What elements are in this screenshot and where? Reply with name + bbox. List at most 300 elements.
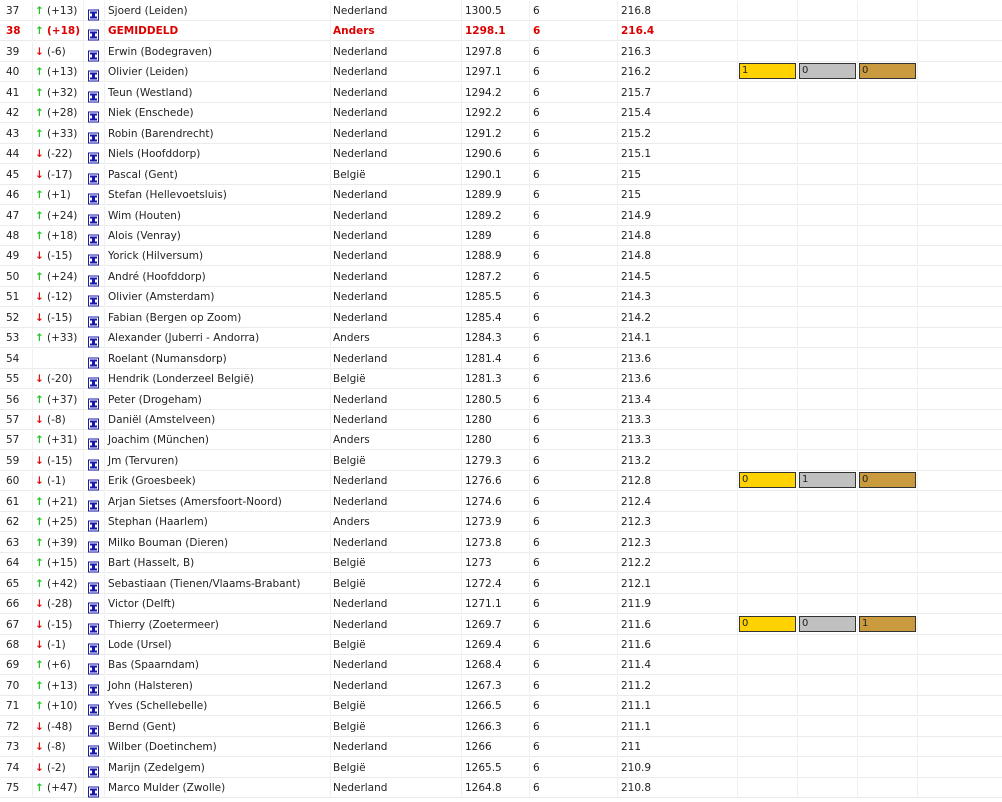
column-divider (917, 471, 918, 491)
column-divider (83, 574, 84, 594)
country-cell: Nederland (333, 5, 388, 17)
player-name[interactable]: Niek (Enschede) (108, 107, 194, 120)
table-row (0, 369, 1002, 389)
rating-cell: 1287.2 (465, 270, 502, 283)
score-cell: 211.1 (621, 720, 652, 733)
column-divider (32, 1, 33, 21)
column-divider (529, 206, 530, 226)
rank-cell: 57 (6, 414, 20, 426)
rank-cell: 72 (6, 720, 20, 733)
column-divider (617, 349, 618, 369)
column-divider (330, 308, 331, 328)
column-divider (83, 410, 84, 430)
column-divider (330, 42, 331, 62)
down-arrow-icon: ↓ (35, 414, 44, 426)
column-divider (330, 21, 331, 41)
column-divider (737, 246, 738, 266)
column-divider (461, 308, 462, 328)
rank-change (35, 574, 77, 594)
column-divider (617, 21, 618, 41)
column-divider (32, 778, 33, 798)
column-divider (737, 226, 738, 246)
player-name[interactable]: André (Hoofddorp) (108, 270, 206, 283)
column-divider (857, 717, 858, 737)
player-name[interactable]: Teun (Westland) (108, 86, 193, 99)
column-divider (83, 103, 84, 123)
column-divider (737, 471, 738, 491)
column-divider (330, 83, 331, 103)
rating-cell: 1266.5 (465, 700, 502, 713)
score-cell: 214.5 (621, 270, 652, 283)
rating-cell: 1297.1 (465, 66, 502, 79)
rank-change-value: (-22) (47, 148, 73, 161)
player-name[interactable]: Lode (Ursel) (108, 638, 172, 651)
score-cell: 212.3 (621, 536, 652, 549)
rank-cell: 57 (6, 434, 20, 447)
player-name[interactable]: Hendrik (Londerzeel België) (108, 373, 255, 386)
column-divider (737, 103, 738, 123)
rank-change-value: (+10) (47, 700, 78, 713)
rank-cell: 49 (6, 250, 20, 263)
rank-change-value: (+24) (47, 209, 78, 222)
column-divider (104, 553, 105, 573)
player-name[interactable]: Erik (Groesbeek) (108, 475, 196, 488)
column-divider (617, 308, 618, 328)
column-divider (617, 615, 618, 635)
up-arrow-icon: ↑ (35, 332, 44, 345)
rank-change (35, 1, 77, 21)
column-divider (32, 62, 33, 82)
score-cell: 216.8 (621, 5, 652, 17)
down-arrow-icon: ↓ (35, 373, 44, 386)
player-name[interactable]: Stefan (Hellevoetsluis) (108, 189, 227, 202)
player-name[interactable]: Sjoerd (Leiden) (108, 5, 188, 17)
rank-change-value: (-15) (47, 618, 73, 631)
column-divider (617, 696, 618, 716)
player-name[interactable]: Victor (Delft) (108, 598, 176, 611)
rank-change (35, 369, 72, 389)
country-cell: België (333, 373, 366, 386)
player-name[interactable]: Alois (Venray) (108, 229, 181, 242)
column-divider (617, 737, 618, 757)
column-divider (917, 83, 918, 103)
column-divider (917, 594, 918, 614)
column-divider (461, 21, 462, 41)
up-arrow-icon: ↑ (35, 270, 44, 283)
column-divider (32, 246, 33, 266)
column-divider (461, 410, 462, 430)
column-divider (83, 185, 84, 205)
table-row (0, 287, 1002, 307)
column-divider (737, 369, 738, 389)
column-divider (737, 206, 738, 226)
rank-change-value: (-15) (47, 250, 73, 263)
column-divider (737, 594, 738, 614)
score-cell: 216.4 (621, 25, 655, 38)
column-divider (32, 655, 33, 675)
column-divider (461, 144, 462, 164)
column-divider (737, 451, 738, 471)
rank-change-value: (-8) (47, 741, 66, 754)
column-divider (737, 62, 738, 82)
table-row (0, 696, 1002, 716)
rank-change-value: (-15) (47, 311, 73, 324)
rank-cell: 43 (6, 127, 20, 140)
column-divider (917, 574, 918, 594)
column-divider (857, 124, 858, 144)
column-divider (617, 226, 618, 246)
column-divider (797, 165, 798, 185)
rank-change-value: (+1) (47, 189, 71, 202)
column-divider (797, 512, 798, 532)
column-divider (529, 369, 530, 389)
column-divider (529, 144, 530, 164)
column-divider (857, 246, 858, 266)
country-cell: Nederland (333, 209, 388, 222)
player-name[interactable]: Bas (Spaarndam) (108, 659, 199, 672)
games-cell: 6 (533, 127, 540, 140)
column-divider (917, 206, 918, 226)
column-divider (330, 206, 331, 226)
rank-cell: 74 (6, 761, 20, 774)
column-divider (32, 369, 33, 389)
player-name[interactable]: Peter (Drogeham) (108, 393, 202, 406)
column-divider (461, 1, 462, 21)
column-divider (104, 103, 105, 123)
player-name[interactable]: Pascal (Gent) (108, 168, 178, 181)
rank-change (35, 778, 77, 798)
column-divider (617, 533, 618, 553)
column-divider (83, 349, 84, 369)
column-divider (529, 492, 530, 512)
column-divider (461, 553, 462, 573)
games-cell: 6 (533, 720, 540, 733)
rank-change-value: (+13) (47, 66, 78, 79)
column-divider (857, 696, 858, 716)
player-name[interactable]: Fabian (Bergen op Zoom) (108, 311, 242, 324)
column-divider (737, 42, 738, 62)
rank-cell: 62 (6, 516, 20, 529)
down-arrow-icon: ↓ (35, 311, 44, 324)
country-cell: Nederland (333, 311, 388, 324)
player-name[interactable]: Marco Mulder (Zwolle) (108, 782, 226, 795)
country-cell: Nederland (333, 66, 388, 79)
column-divider (797, 717, 798, 737)
column-divider (617, 369, 618, 389)
player-name[interactable]: Thierry (Zoetermeer) (108, 618, 219, 631)
up-arrow-icon: ↑ (35, 229, 44, 242)
column-divider (857, 328, 858, 348)
rank-change (35, 83, 77, 103)
player-name[interactable]: John (Halsteren) (108, 679, 193, 692)
column-divider (529, 574, 530, 594)
column-divider (737, 758, 738, 778)
rank-change (35, 717, 72, 737)
country-cell: Nederland (333, 741, 388, 754)
rating-cell: 1280 (465, 414, 492, 426)
column-divider (104, 717, 105, 737)
table-row (0, 144, 1002, 164)
rank-change-value: (+25) (47, 516, 78, 529)
column-divider (83, 635, 84, 655)
column-divider (917, 737, 918, 757)
player-name[interactable]: Milko Bouman (Dieren) (108, 536, 229, 549)
column-divider (461, 737, 462, 757)
column-divider (917, 308, 918, 328)
column-divider (330, 390, 331, 410)
down-arrow-icon: ↓ (35, 148, 44, 161)
down-arrow-icon: ↓ (35, 720, 44, 733)
column-divider (330, 246, 331, 266)
rank-cell: 48 (6, 229, 20, 242)
player-name[interactable]: Daniël (Amstelveen) (108, 414, 216, 426)
games-cell: 6 (533, 782, 540, 795)
column-divider (917, 287, 918, 307)
country-cell: Nederland (333, 107, 388, 120)
medal-silver-count: 1 (799, 472, 856, 488)
column-divider (857, 430, 858, 450)
column-divider (529, 287, 530, 307)
column-divider (737, 655, 738, 675)
column-divider (917, 390, 918, 410)
score-cell: 212.3 (621, 516, 652, 529)
player-name[interactable]: Alexander (Juberri - Andorra) (108, 332, 260, 345)
rank-cell: 60 (6, 475, 20, 488)
column-divider (32, 512, 33, 532)
column-divider (461, 574, 462, 594)
player-name[interactable]: Yves (Schellebelle) (108, 700, 208, 713)
player-name[interactable]: Wim (Houten) (108, 209, 182, 222)
column-divider (617, 594, 618, 614)
column-divider (461, 62, 462, 82)
rank-change (35, 165, 72, 185)
rank-change (35, 62, 77, 82)
column-divider (857, 185, 858, 205)
column-divider (617, 206, 618, 226)
player-name[interactable]: Arjan Sietses (Amersfoort-Noord) (108, 495, 282, 508)
up-arrow-icon: ↑ (35, 393, 44, 406)
medal-gold-count: 1 (739, 63, 796, 79)
games-cell: 6 (533, 475, 540, 488)
column-divider (32, 574, 33, 594)
rank-change-value: (+13) (47, 5, 78, 17)
table-row (0, 717, 1002, 737)
score-cell: 212.1 (621, 577, 652, 590)
column-divider (917, 451, 918, 471)
player-name[interactable]: Roelant (Numansdorp) (108, 352, 227, 365)
column-divider (797, 103, 798, 123)
down-arrow-icon: ↓ (35, 741, 44, 754)
rating-cell: 1280 (465, 434, 492, 447)
column-divider (617, 655, 618, 675)
score-cell: 214.8 (621, 229, 652, 242)
column-divider (529, 451, 530, 471)
column-divider (529, 696, 530, 716)
column-divider (617, 83, 618, 103)
rank-cell: 50 (6, 270, 20, 283)
games-cell: 6 (533, 25, 541, 38)
score-cell: 211.4 (621, 659, 652, 672)
country-cell: Anders (333, 516, 370, 529)
player-name[interactable]: Olivier (Amsterdam) (108, 291, 215, 304)
rank-change (35, 635, 66, 655)
rank-change (35, 226, 77, 246)
games-cell: 6 (533, 434, 540, 447)
games-cell: 6 (533, 66, 540, 79)
column-divider (737, 349, 738, 369)
table-row (0, 1, 1002, 21)
rank-change-value: (+31) (47, 434, 78, 447)
column-divider (461, 758, 462, 778)
rank-cell: 75 (6, 782, 20, 795)
score-cell: 211.2 (621, 679, 652, 692)
games-cell: 6 (533, 107, 540, 120)
rank-change (35, 185, 71, 205)
country-cell: Nederland (333, 618, 388, 631)
rank-change (35, 676, 77, 696)
table-row (0, 42, 1002, 62)
rating-cell: 1290.1 (465, 168, 502, 181)
rank-change (35, 533, 77, 553)
column-divider (330, 676, 331, 696)
rank-cell: 69 (6, 659, 20, 672)
rating-cell: 1289.2 (465, 209, 502, 222)
rank-change-value: (+39) (47, 536, 78, 549)
score-cell: 214.2 (621, 311, 652, 324)
player-name[interactable]: Sebastiaan (Tienen/Vlaams-Brabant) (108, 577, 301, 590)
player-name[interactable]: Bernd (Gent) (108, 720, 177, 733)
column-divider (529, 21, 530, 41)
player-flag-icon[interactable] (88, 782, 99, 802)
player-name[interactable]: Stephan (Haarlem) (108, 516, 208, 529)
rank-change (35, 390, 77, 410)
country-cell: België (333, 577, 366, 590)
column-divider (461, 471, 462, 491)
player-name[interactable]: Jm (Tervuren) (108, 454, 179, 467)
table-row (0, 124, 1002, 144)
country-cell: Nederland (333, 250, 388, 263)
rating-cell: 1291.2 (465, 127, 502, 140)
column-divider (32, 492, 33, 512)
rating-cell: 1272.4 (465, 577, 502, 590)
column-divider (737, 533, 738, 553)
country-cell: Nederland (333, 148, 388, 161)
rating-cell: 1273.8 (465, 536, 502, 549)
rank-change-value: (+18) (47, 25, 81, 38)
country-cell: Nederland (333, 352, 388, 365)
column-divider (917, 676, 918, 696)
table-row (0, 533, 1002, 553)
rank-change-value: (+28) (47, 107, 78, 120)
score-cell: 212.2 (621, 557, 652, 570)
column-divider (32, 553, 33, 573)
table-row (0, 308, 1002, 328)
table-row (0, 492, 1002, 512)
column-divider (917, 492, 918, 512)
table-row (0, 206, 1002, 226)
up-arrow-icon: ↑ (35, 536, 44, 549)
column-divider (104, 655, 105, 675)
player-name[interactable]: Bart (Hasselt, B) (108, 557, 195, 570)
table-row (0, 594, 1002, 614)
player-name[interactable]: Joachim (München) (108, 434, 209, 447)
column-divider (797, 410, 798, 430)
column-divider (617, 1, 618, 21)
games-cell: 6 (533, 352, 540, 365)
column-divider (737, 676, 738, 696)
score-cell: 216.3 (621, 45, 652, 58)
player-name[interactable]: Marijn (Zedelgem) (108, 761, 205, 774)
column-divider (529, 267, 530, 287)
column-divider (529, 533, 530, 553)
column-divider (737, 492, 738, 512)
column-divider (461, 696, 462, 716)
table-row (0, 451, 1002, 471)
column-divider (857, 574, 858, 594)
down-arrow-icon: ↓ (35, 761, 44, 774)
country-cell: Nederland (333, 45, 388, 58)
column-divider (330, 471, 331, 491)
table-row (0, 165, 1002, 185)
score-cell: 214.8 (621, 250, 652, 263)
column-divider (737, 635, 738, 655)
player-name[interactable]: Erwin (Bodegraven) (108, 45, 213, 58)
column-divider (32, 533, 33, 553)
column-divider (104, 758, 105, 778)
column-divider (857, 410, 858, 430)
column-divider (83, 42, 84, 62)
player-name[interactable]: Niels (Hoofddorp) (108, 148, 201, 161)
column-divider (917, 369, 918, 389)
rating-cell: 1290.6 (465, 148, 502, 161)
country-cell: België (333, 168, 366, 181)
column-divider (529, 430, 530, 450)
score-cell: 211.1 (621, 700, 652, 713)
country-cell: Nederland (333, 659, 388, 672)
rank-change (35, 410, 66, 430)
column-divider (104, 615, 105, 635)
player-name[interactable]: Olivier (Leiden) (108, 66, 189, 79)
column-divider (797, 369, 798, 389)
column-divider (529, 655, 530, 675)
rank-cell: 46 (6, 189, 20, 202)
player-name[interactable]: Wilber (Doetinchem) (108, 741, 217, 754)
rank-cell: 52 (6, 311, 20, 324)
table-row (0, 676, 1002, 696)
column-divider (83, 226, 84, 246)
up-arrow-icon: ↑ (35, 700, 44, 713)
column-divider (330, 594, 331, 614)
score-cell: 214.9 (621, 209, 652, 222)
player-name[interactable]: Robin (Barendrecht) (108, 127, 214, 140)
player-name[interactable]: GEMIDDELD (108, 25, 179, 38)
score-cell: 214.3 (621, 291, 652, 304)
column-divider (83, 287, 84, 307)
up-arrow-icon: ↑ (35, 577, 44, 590)
country-cell: Nederland (333, 291, 388, 304)
player-name[interactable]: Yorick (Hilversum) (108, 250, 204, 263)
up-arrow-icon: ↑ (35, 434, 44, 447)
rank-change-value: (-1) (47, 638, 66, 651)
games-cell: 6 (533, 291, 540, 304)
column-divider (529, 676, 530, 696)
score-cell: 215.7 (621, 86, 652, 99)
rank-cell: 45 (6, 168, 20, 181)
rating-cell: 1292.2 (465, 107, 502, 120)
column-divider (797, 553, 798, 573)
score-cell: 215.4 (621, 107, 652, 120)
rating-cell: 1265.5 (465, 761, 502, 774)
